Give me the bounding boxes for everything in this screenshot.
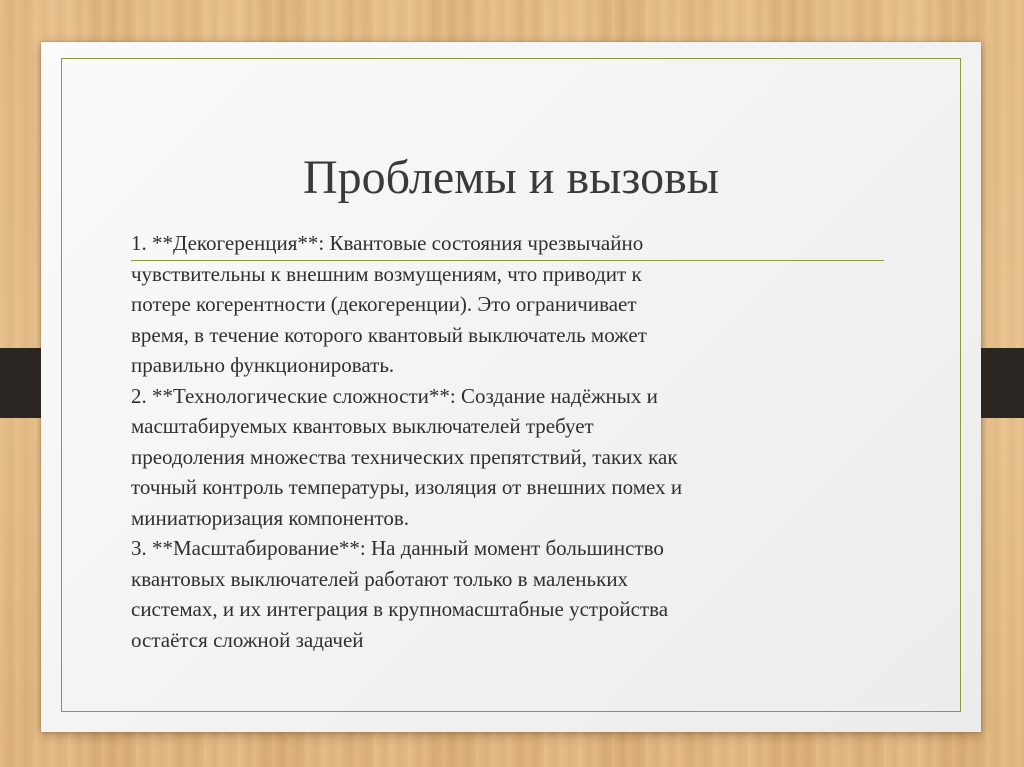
body-line: чувствительны к внешним возмущениям, что приводит к (131, 261, 642, 286)
body-line: остаётся сложной задачей (131, 627, 364, 652)
body-line: потере когерентности (декогеренции). Это ограничивает (131, 292, 637, 316)
body-line: время, в течение которого квантовый выключатель может (131, 322, 647, 347)
body-line: квантовых выключателей работают только в маленьких (131, 566, 629, 591)
body-line: масштабируемых квантовых выключателей требует (131, 414, 594, 438)
body-line: системах, и их интеграция в крупномасштабные устройства (131, 597, 669, 621)
body-line: 2. **Технологические сложности**: Создание надёжных и (131, 383, 658, 408)
body-line: правильно функционировать. (131, 353, 395, 377)
body-line: преодоления множества технических препятствий, таких как (131, 444, 678, 469)
body-line: 1. **Декогеренция**: Квантовые состояния чрезвычайно (131, 231, 644, 255)
slide-body (131, 228, 821, 655)
slide-title: Проблемы и вызовы (303, 151, 719, 204)
body-line: 3. **Масштабирование**: На данный момент большинство (131, 536, 664, 560)
slide-card (41, 42, 981, 732)
body-line: миниатюризация компонентов. (131, 505, 410, 530)
body-line: точный контроль температуры, изоляция от внешних помех и (131, 475, 683, 499)
